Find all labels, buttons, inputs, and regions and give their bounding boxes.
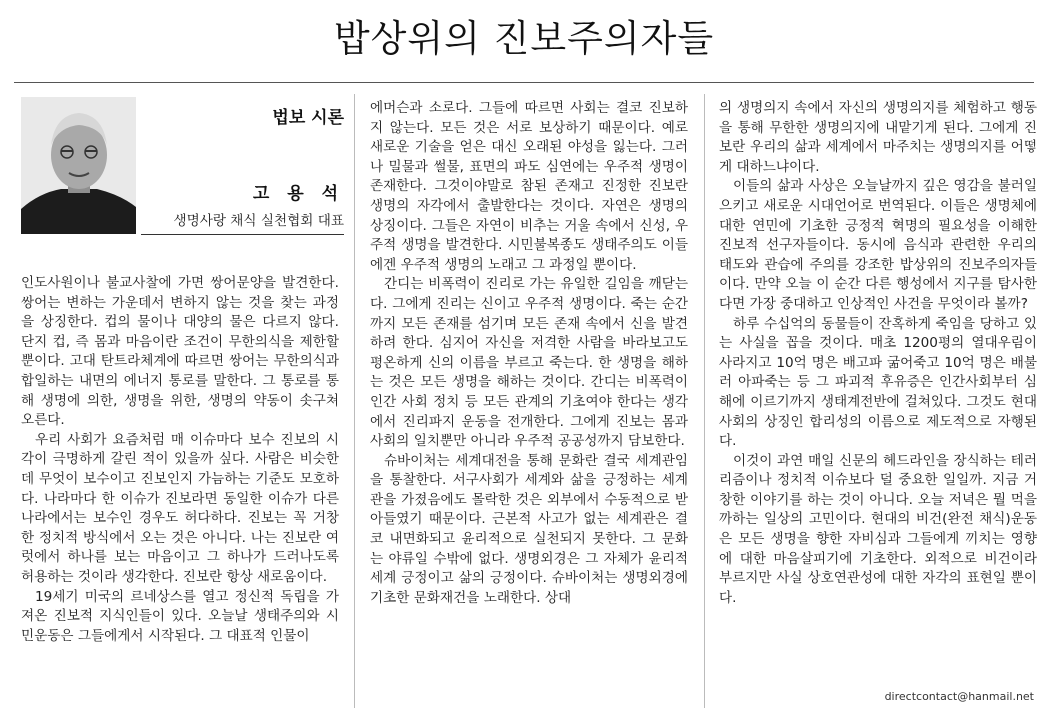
paragraph: 하루 수십억의 동물들이 잔혹하게 죽임을 당하고 있는 사실을 꼽을 것이다. 매초 1200평의 열대우림이 사라지고 10억 명은 배고파 굶어죽고 10억 명은 배불러 아파죽는 등 그 파괴적 후유증은 인간사회부터 심해에 이르기까지 생태계전반에 걸쳐있다. 그것도 현대사회의 상징인 합리성의 이름으로 제도적으로 자행된다. bbox=[719, 315, 1038, 450]
paragraph: 에머슨과 소로다. 그들에 따르면 사회는 결코 진보하지 않는다. 모든 것은 서로 보상하기 때문이다. 예로 새로운 기술을 얻은 대신 오래된 야성을 잃는다. 그러나 밀물과 썰물, 표면의 파도 심연에는 우주적 생명이 존재한다. 그것이야말로 참된 존재고 진정한 진보란 생명의 자각에서 출발한다는 것이다. 자연은 생명의 상징이다. 그들은 자연이 비추는 거울 속에서 신성, 우주적 생명을 발견한다. 시민불복종도 생태주의도 이들에겐 우주적 생명의 노래고 그 과정일 뿐이다. bbox=[370, 100, 688, 273]
paragraph: 슈바이처는 세계대전을 통해 문화란 결국 세계관임을 통찰한다. 서구사회가 세계와 삶을 긍정하는 세계관을 가졌음에도 몰락한 것은 외부에서 수동적으로 받아들였기 때문이다. 근본적 사고가 없는 세계관은 결코 내면화되고 윤리적으로 실천되지 못한다. 그 문화는 야류일 수밖에 없다. 생명외경은 그 자체가 윤리적 세계 긍정이고 삶의 긍정이다. 슈바이처는 생명외경에 기초한 문화재건을 노래한다. 상대 bbox=[370, 452, 688, 606]
author-name: 고 용 석 bbox=[252, 184, 344, 204]
column-divider bbox=[354, 94, 355, 708]
author-photo bbox=[21, 97, 136, 234]
paragraph: 19세기 미국의 르네상스를 열고 정신적 독립을 가져온 진보적 지식인들이 있다. 오늘날 생태주의와 시민운동은 그들에게서 시작된다. 그 대표적 인물이 bbox=[21, 588, 339, 644]
column-divider bbox=[704, 94, 705, 708]
paragraph: 인도사원이나 불교사찰에 가면 쌍어문양을 발견한다. 쌍어는 변하는 가운데서 변하지 않는 것을 찾는 과정을 상징한다. 컵의 물이나 대양의 물은 다르지 않다. 단지 컵, 즉 몸과 마음이란 조건이 무한의식을 제한할 뿐이다. 고대 탄트라체계에 따르면 쌍어는 무한의식과 합일하는 내면의 에너지 통로를 말한다. 그 통로를 통해 생명에 의한, 생명을 위한, 생명의 약동이 솟구쳐 오른다. bbox=[21, 275, 339, 429]
author-byline bbox=[21, 97, 344, 235]
article-column-1 bbox=[21, 274, 339, 646]
article-column-2 bbox=[370, 99, 688, 608]
paragraph: 간디는 비폭력이 진리로 가는 유일한 길임을 깨닫는다. 그에게 진리는 신이고 우주적 생명이다. 죽는 순간까지 모든 존재를 섬기며 모든 존재 속에서 신을 발견하려 한다. 심지어 자신을 저격한 사람을 바라보고도 평온하게 신의 이름을 부르고 죽는다. 한 생명을 해하는 것은 모든 생명을 해하는 것이다. 간디는 비폭력이 인간 사회 정치 등 모든 관계의 기초여야 한다는 생각에서 진리파지 운동을 전개한다. 그에게 진보는 몸과 사회의 일치뿐만 아니라 우주적 공공성까지 담보한다. bbox=[370, 276, 688, 450]
column-series-label: 법보 시론 bbox=[272, 108, 344, 128]
headline: 밥상위의 진보주의자들 bbox=[333, 17, 715, 60]
paragraph: 우리 사회가 요즘처럼 매 이슈마다 보수 진보의 시각이 극명하게 갈린 적이 있을까 싶다. 사람은 비슷한데 무엇이 보수이고 진보인지 가늠하는 기준도 모호하다. 나라마다 한 이슈가 진보라면 동일한 이슈가 다른 나라에서는 보수인 경우도 허다하다. 진보는 꼭 거창한 정치적 방식에서 오는 것은 아니다. 나는 진보란 여럿에서 하나를 보는 마음이고 그 하나가 드러나도록 허용하는 것이라 생각한다. 진보란 항상 새로움이다. bbox=[21, 431, 339, 585]
author-affiliation: 생명사랑 채식 실천협회 대표 bbox=[173, 213, 344, 229]
article-column-3 bbox=[719, 99, 1037, 608]
byline-divider bbox=[141, 234, 344, 235]
paragraph: 의 생명의지 속에서 자신의 생명의지를 체험하고 행동을 통해 무한한 생명의지에 내맡기게 된다. 그에게 진보란 우리의 삶과 세계에서 마주치는 생명의지를 어떻게 대하느냐이다. bbox=[719, 100, 1037, 175]
contact-email: directcontact@hanmail.net bbox=[884, 690, 1034, 703]
paragraph: 이들의 삶과 사상은 오늘날까지 깊은 영감을 불러일으키고 새로운 시대언어로 번역된다. 이들은 생명체에 대한 연민에 기초한 긍정적 혁명의 필요성을 이해한 진보적 선구자들이다. 동시에 음식과 관련한 우리의 태도와 관습에 주의를 강조한 밥상위의 진보주의자들이다. 만약 오늘 이 순간 다른 행성에서 지구를 탐사한다면 가장 중대하고 인상적인 사건을 무엇이라 볼까? bbox=[719, 178, 1037, 312]
author-portrait-image bbox=[21, 97, 136, 234]
paragraph: 이것이 과연 매일 신문의 헤드라인을 장식하는 테러리즘이나 정치적 이슈보다 덜 중요한 일일까. 지금 거창한 이야기를 하는 것이 아니다. 오늘 저녁은 뭘 먹을까하는 일상의 고민이다. 현대의 비건(완전 채식)운동은 모든 생명을 향한 자비심과 그들에게 끼치는 영향에 대한 마음살피기에 기초한다. 외적으로 비건이라 부르지만 사실 상호연관성에 대한 자각의 표현일 뿐이다. bbox=[719, 452, 1037, 606]
title-divider bbox=[14, 82, 1034, 83]
